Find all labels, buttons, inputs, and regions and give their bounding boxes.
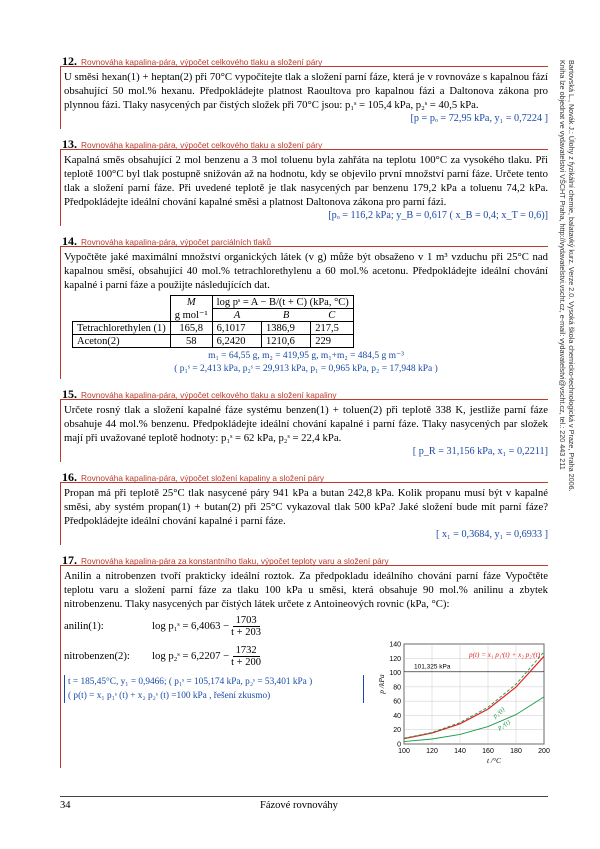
problem-16 [60, 468, 548, 545]
problem-title: Rovnováha kapalina-pára, výpočet složení kapaliny a složení páry [81, 473, 325, 483]
equation-fraction [231, 645, 261, 668]
y-tick-label: 20 [393, 727, 401, 735]
problem-number: 15. [62, 387, 77, 401]
series-label: p₂ˢ(t) [496, 718, 512, 732]
x-tick-label: 160 [482, 748, 494, 755]
x-tick-label: 200 [538, 748, 550, 755]
problem-text: Anilin a nitrobenzen tvoří prakticky ideální roztok. Za předpokladu ideálního chování parní fáze Vypočtěte teplotu varu a složení parní fáze za tlaku 100 kPa u směsi, která obsahuje 90 mol.% anilinu a zbytek nitrobenzenu. Tlaky nasycených par čistých látek určete z Antoineových rovnic (kPa, °C): [64, 570, 548, 610]
plot-area [404, 644, 544, 744]
problem-answer-block [64, 675, 364, 703]
reference-label: 101,325 kPa [414, 663, 451, 671]
problem-answer: [p = pₒ = 72,95 kPa, y₁ = 0,7224 ] [410, 113, 548, 124]
table-cell: Aceton(2) [73, 335, 171, 348]
problem-header [60, 135, 548, 150]
antoine-equation-nitrobenzene [64, 641, 364, 671]
equation-left: log p₂ˢ = 6,2207 − [152, 650, 230, 662]
page-number: 34 [60, 800, 71, 811]
problem-text: Propan má při teplotě 25°C tlak nasycené páry 941 kPa a butan 242,8 kPa. Kolik propanu musí být v kapalné směsi, aby systém propan(1) + butan(2) při 25°C vykazoval tlak 500 kPa? Jaké složení bude mít parní fáze? Předpokládejte ideální chování kapalné i parní fáze. [64, 487, 548, 527]
table-cell: 217,5 [311, 322, 354, 335]
problem-number: 16. [62, 470, 77, 484]
problem-12 [60, 52, 548, 129]
fraction-numerator: 1703 [233, 615, 260, 627]
table-cell: 1386,9 [261, 322, 310, 335]
problem-number: 14. [62, 234, 77, 248]
x-axis-label: t /°C [486, 756, 502, 765]
antoine-data-table [72, 295, 354, 348]
problem-header [60, 52, 548, 67]
boiling-point-chart [376, 638, 551, 766]
problem-answer: m₁ = 64,55 g, m₂ = 419,95 g, m₁+m₂ = 484,5 g m⁻³ [208, 351, 404, 361]
y-tick-label: 40 [393, 712, 401, 720]
problem-header [60, 551, 548, 566]
table-header-unit: g mol⁻¹ [170, 309, 212, 322]
fraction-denominator: t + 200 [231, 656, 261, 668]
problem-title: Rovnováha kapalina-pára, výpočet parciálních tlaků [81, 237, 272, 247]
sidebar-citation [558, 60, 576, 620]
y-tick-label: 0 [397, 741, 401, 749]
problem-title: Rovnováha kapalina-pára, výpočet celkového tlaku a složení kapaliny [81, 390, 337, 400]
fraction-numerator: 1732 [233, 645, 260, 657]
table-header-a: A [212, 309, 261, 322]
problem-header [60, 232, 548, 247]
equation-label: nitrobenzen(2): [64, 650, 130, 662]
problem-answer: [ p_R = 31,156 kPa, x₁ = 0,2211] [412, 446, 548, 457]
antoine-equation-aniline [64, 611, 364, 641]
table-header-b: B [261, 309, 310, 322]
problem-answer: [ x₁ = 0,3684, y₁ = 0,6933 ] [436, 529, 548, 540]
equation-label: anilin(1): [64, 620, 104, 632]
problem-title: Rovnováha kapalina-pára, výpočet celkového tlaku a složení páry [81, 57, 323, 67]
y-tick-label: 120 [389, 655, 401, 663]
table-header-c: C [311, 309, 354, 322]
y-tick-label: 60 [393, 698, 401, 706]
equation-left: log p₁ˢ = 6,4063 − [152, 620, 230, 632]
table-cell: 229 [311, 335, 354, 348]
table-cell: 58 [170, 335, 212, 348]
table-cell: Tetrachlorethylen (1) [73, 322, 171, 335]
equation-fraction [231, 615, 261, 638]
page-footer [60, 796, 548, 811]
x-tick-label: 140 [454, 748, 466, 755]
problem-answer-detail: ( p(t) = x₁ p₁ˢ (t) + x₂ p₂ˢ (t) =100 kPa , řešení zkusmo) [68, 691, 271, 701]
table-cell: 6,1017 [212, 322, 261, 335]
citation-line-2: Kniha lze objednat ve vydavatelství VŠCHT Praha, http://vydavatelstvi.vscht.cz, e-mail: vydavatelstvi@vscht.cz, tel.: 220 443 211 [558, 60, 567, 470]
table-row [73, 335, 354, 348]
y-tick-label: 80 [393, 684, 401, 692]
footer-title: Fázové rovnováhy [260, 800, 338, 811]
y-axis-label: p /kPa [377, 674, 386, 694]
table-cell: 165,8 [170, 322, 212, 335]
table-cell: 6,2420 [212, 335, 261, 348]
y-tick-label: 140 [389, 641, 401, 649]
fraction-denominator: t + 203 [231, 626, 261, 638]
problem-text: Určete rosný tlak a složení kapalné fáze systému benzen(1) + toluen(2) při teplotě 338 K, jestliže parní fáze obsahuje 44 mol.% benzenu. Předpokládejte ideální chování kapalné i parní fáze. Tlaky nasycených par složek mají při uvažované teplotě hodnoty: p₁ˢ = 62 kPa, p₂ˢ = 22,4 kPa. [64, 404, 548, 444]
table-header-equation: log pˢ = A − B/(t + C) (kPa, °C) [212, 296, 353, 309]
problem-15 [60, 385, 548, 462]
table-header-m: M [170, 296, 212, 309]
x-tick-label: 120 [426, 748, 438, 755]
problem-title: Rovnováha kapalina-pára za konstantního tlaku, výpočet teploty varu a složení páry [81, 556, 389, 566]
series-label: p₁ˢ(t) [491, 706, 507, 720]
problem-header [60, 385, 548, 400]
problem-text: Vypočtěte jaké maximální množství organických látek (v g) může být obsaženo v 1 m³ vzduchu při 25°C nad kapalnou směsí, obsahující 40 mol.% tetrachlorethylenu a 60 mol.% acetonu. Předpokládejte ideální chování kapalné i parní fáze a použijte následujících dat. [64, 251, 548, 291]
table-cell: 1210,6 [261, 335, 310, 348]
citation-line-1: Bartovská L., Novák J.: Úlohy z fyzikální chemie, balatavký kurz. Verze 2.0. Vysoká škola chemicko-technologická v Praze, Praha 2006. [567, 60, 576, 492]
x-tick-label: 100 [398, 748, 410, 755]
problem-17 [60, 551, 548, 768]
problem-title: Rovnováha kapalina-pára, výpočet celkového tlaku a složení páry [81, 140, 323, 150]
problem-number: 13. [62, 137, 77, 151]
problem-text: Kapalná směs obsahující 2 mol benzenu a 3 mol toluenu byla zahřáta na teplotu 100°C za vysokého tlaku. Při teplotě 100°C byl tlak postupně snižován až na hodnotu, kdy se objevilo první množství parní fáze. Určete tento tlak a složení parní fáze. Při uvedené teplotě je tlak nasycených par benzenu 179,2 kPa a toluenu 74,2 kPa. Předpokládejte ideální chování kapalné směsi a platnost Daltonova zákona pro parní fázi. [64, 154, 548, 208]
problem-number: 12. [62, 54, 77, 68]
problem-header [60, 468, 548, 483]
problem-answer: t = 185,45°C, y₁ = 0,9466; ( p₁ˢ = 105,174 kPa, p₂ˢ = 53,401 kPa ) [68, 677, 313, 687]
x-tick-label: 180 [510, 748, 522, 755]
problem-answer: [pₒ = 116,2 kPa; y_B = 0,617 ( x_B = 0,4; x_T = 0,6)] [328, 210, 548, 221]
problem-number: 17. [62, 553, 77, 567]
table-row [73, 322, 354, 335]
problem-answer-detail: ( p₁ˢ = 2,413 kPa, p₂ˢ = 29,913 kPa, p₁ = 0,965 kPa, p₂ = 17,948 kPa ) [174, 364, 438, 374]
problem-text: U směsi hexan(1) + heptan(2) při 70°C vypočítejte tlak a složení parní fáze, která je v rovnováze s kapalnou fází obsahující 50 mol.% hexanu. Předpokládejte platnost Raoultova pro kapalnou fázi a Daltonova zákona pro plynnou fázi. Tlaky nasycených par čistých složek při 70°C jsou: p₁ˢ = 105,4 kPa, p₂ˢ = 40,5 kPa. [64, 71, 548, 111]
y-tick-label: 100 [389, 670, 401, 678]
problem-13 [60, 135, 548, 226]
problem-14 [60, 232, 548, 379]
page-content [60, 52, 548, 774]
series-label: p(t) = x₁ p₁ˢ(t) + x₂ p₂ˢ(t) [468, 651, 540, 659]
